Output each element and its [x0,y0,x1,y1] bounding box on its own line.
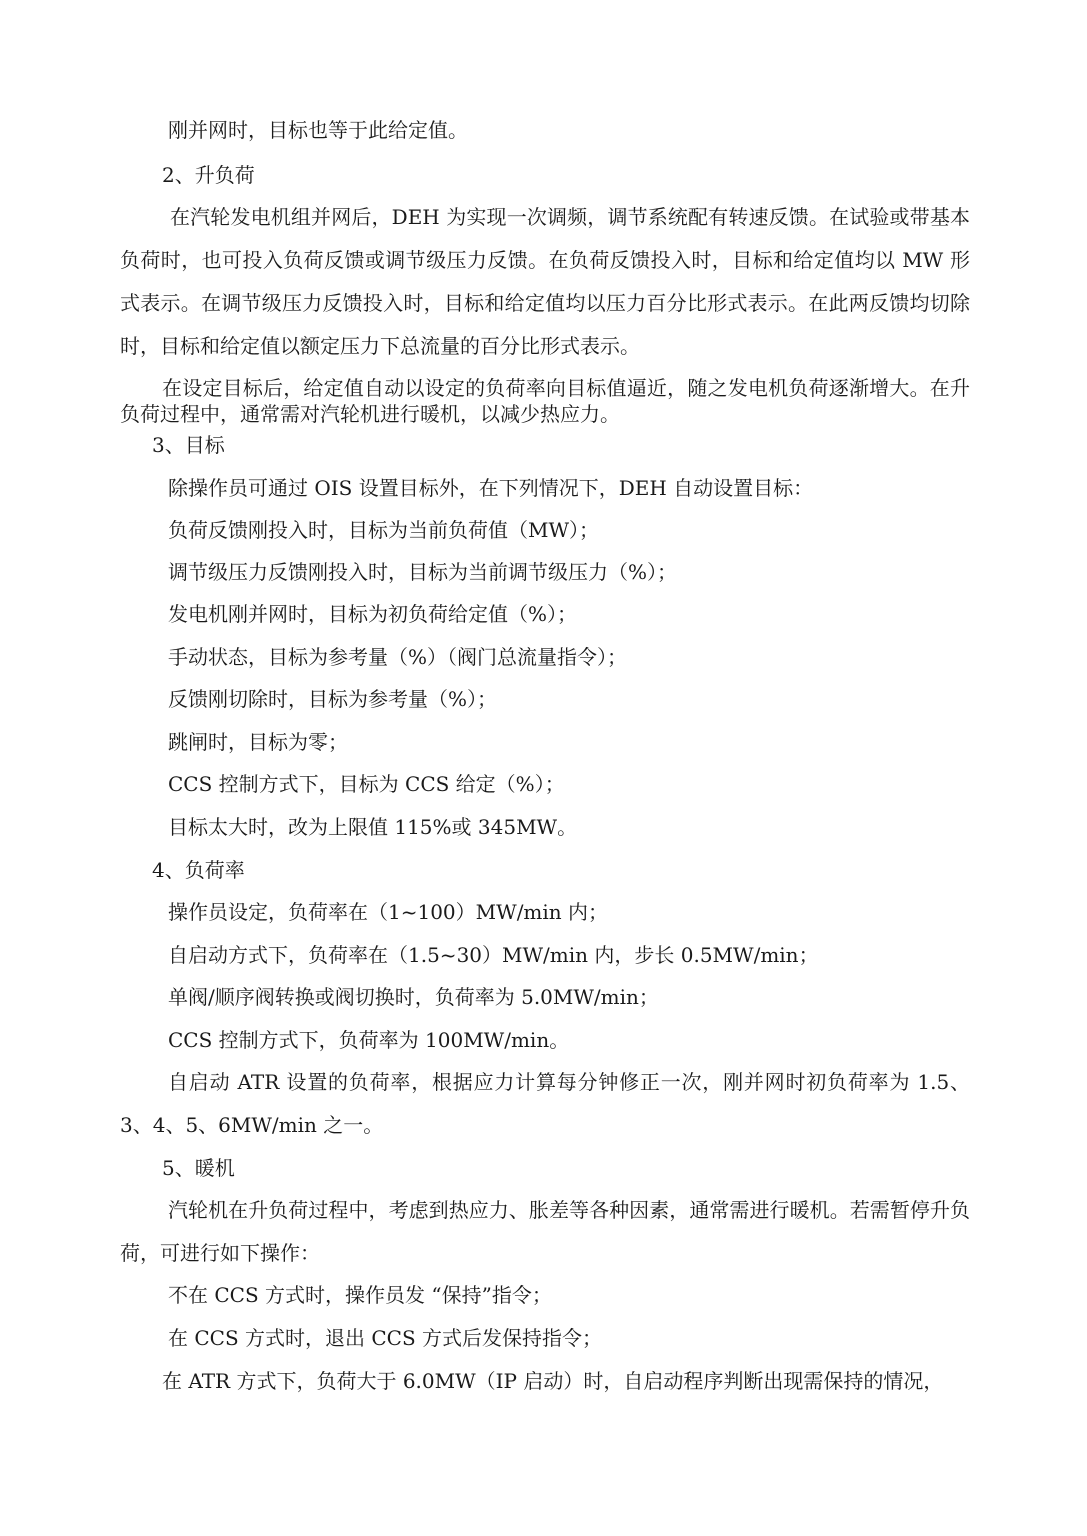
text-line: 调节级压力反馈刚投入时，目标为当前调节级压力（%）； [168,560,678,584]
paragraph: 自启动 ATR 设置的负荷率，根据应力计算每分钟修正一次，刚并网时初负荷率为 1.5、3、4、5、6MW/min 之一。 [120,1070,970,1137]
section-heading: 4、负荷率 [152,858,245,882]
text-line: CCS 控制方式下，负荷率为 100MW/min。 [168,1028,570,1052]
paragraph: 在设定目标后，给定值自动以设定的负荷率向目标值逼近，随之发电机负荷逐渐增大。在升负荷过程中，通常需对汽轮机进行暖机，以减少热应力。 [120,376,970,426]
paragraph: 汽轮机在升负荷过程中，考虑到热应力、胀差等各种因素，通常需进行暖机。若需暂停升负荷，可进行如下操作： [120,1198,970,1265]
text-line: 不在 CCS 方式时，操作员发 “保持”指令； [168,1283,552,1307]
text-line: 操作员设定，负荷率在（1~100）MW/min 内； [168,900,609,924]
text-line: CCS 控制方式下，目标为 CCS 给定（%）； [168,772,565,796]
text-line: 发电机刚并网时，目标为初负荷给定值（%）； [168,602,578,626]
section-heading: 2、升负荷 [162,163,255,187]
text-line: 反馈刚切除时，目标为参考量（%）； [168,687,498,711]
text-line: 手动状态，目标为参考量（%）（阀门总流量指令）； [168,645,628,669]
section-heading: 3、目标 [152,433,225,457]
text-line: 在 ATR 方式下，负荷大于 6.0MW（IP 启动）时，自启动程序判断出现需保持的情况， [162,1369,944,1393]
text-line: 在 CCS 方式时，退出 CCS 方式后发保持指令； [168,1326,603,1350]
text-line: 目标太大时，改为上限值 115%或 345MW。 [168,815,578,839]
text-line: 单阀/顺序阀转换或阀切换时，负荷率为 5.0MW/min； [168,985,659,1009]
section-heading: 5、暖机 [162,1156,235,1180]
text-line: 除操作员可通过 OIS 设置目标外，在下列情况下，DEH 自动设置目标： [168,476,814,500]
text-line: 负荷反馈刚投入时，目标为当前负荷值（MW）； [168,518,600,542]
text-line: 自启动方式下，负荷率在（1.5~30）MW/min 内，步长 0.5MW/min； [168,943,819,967]
paragraph: 在汽轮发电机组并网后，DEH 为实现一次调频，调节系统配有转速反馈。在试验或带基本负荷时，也可投入负荷反馈或调节级压力反馈。在负荷反馈投入时，目标和给定值均以 MW 形式表示。在调节级压力反馈投入时，目标和给定值均以压力百分比形式表示。在此两反馈均切除时，目标和给定值以额定压力下总流量的百分比形式表示。 [120,205,970,358]
text-line: 刚并网时，目标也等于此给定值。 [168,118,468,142]
text-line: 跳闸时，目标为零； [168,730,348,754]
